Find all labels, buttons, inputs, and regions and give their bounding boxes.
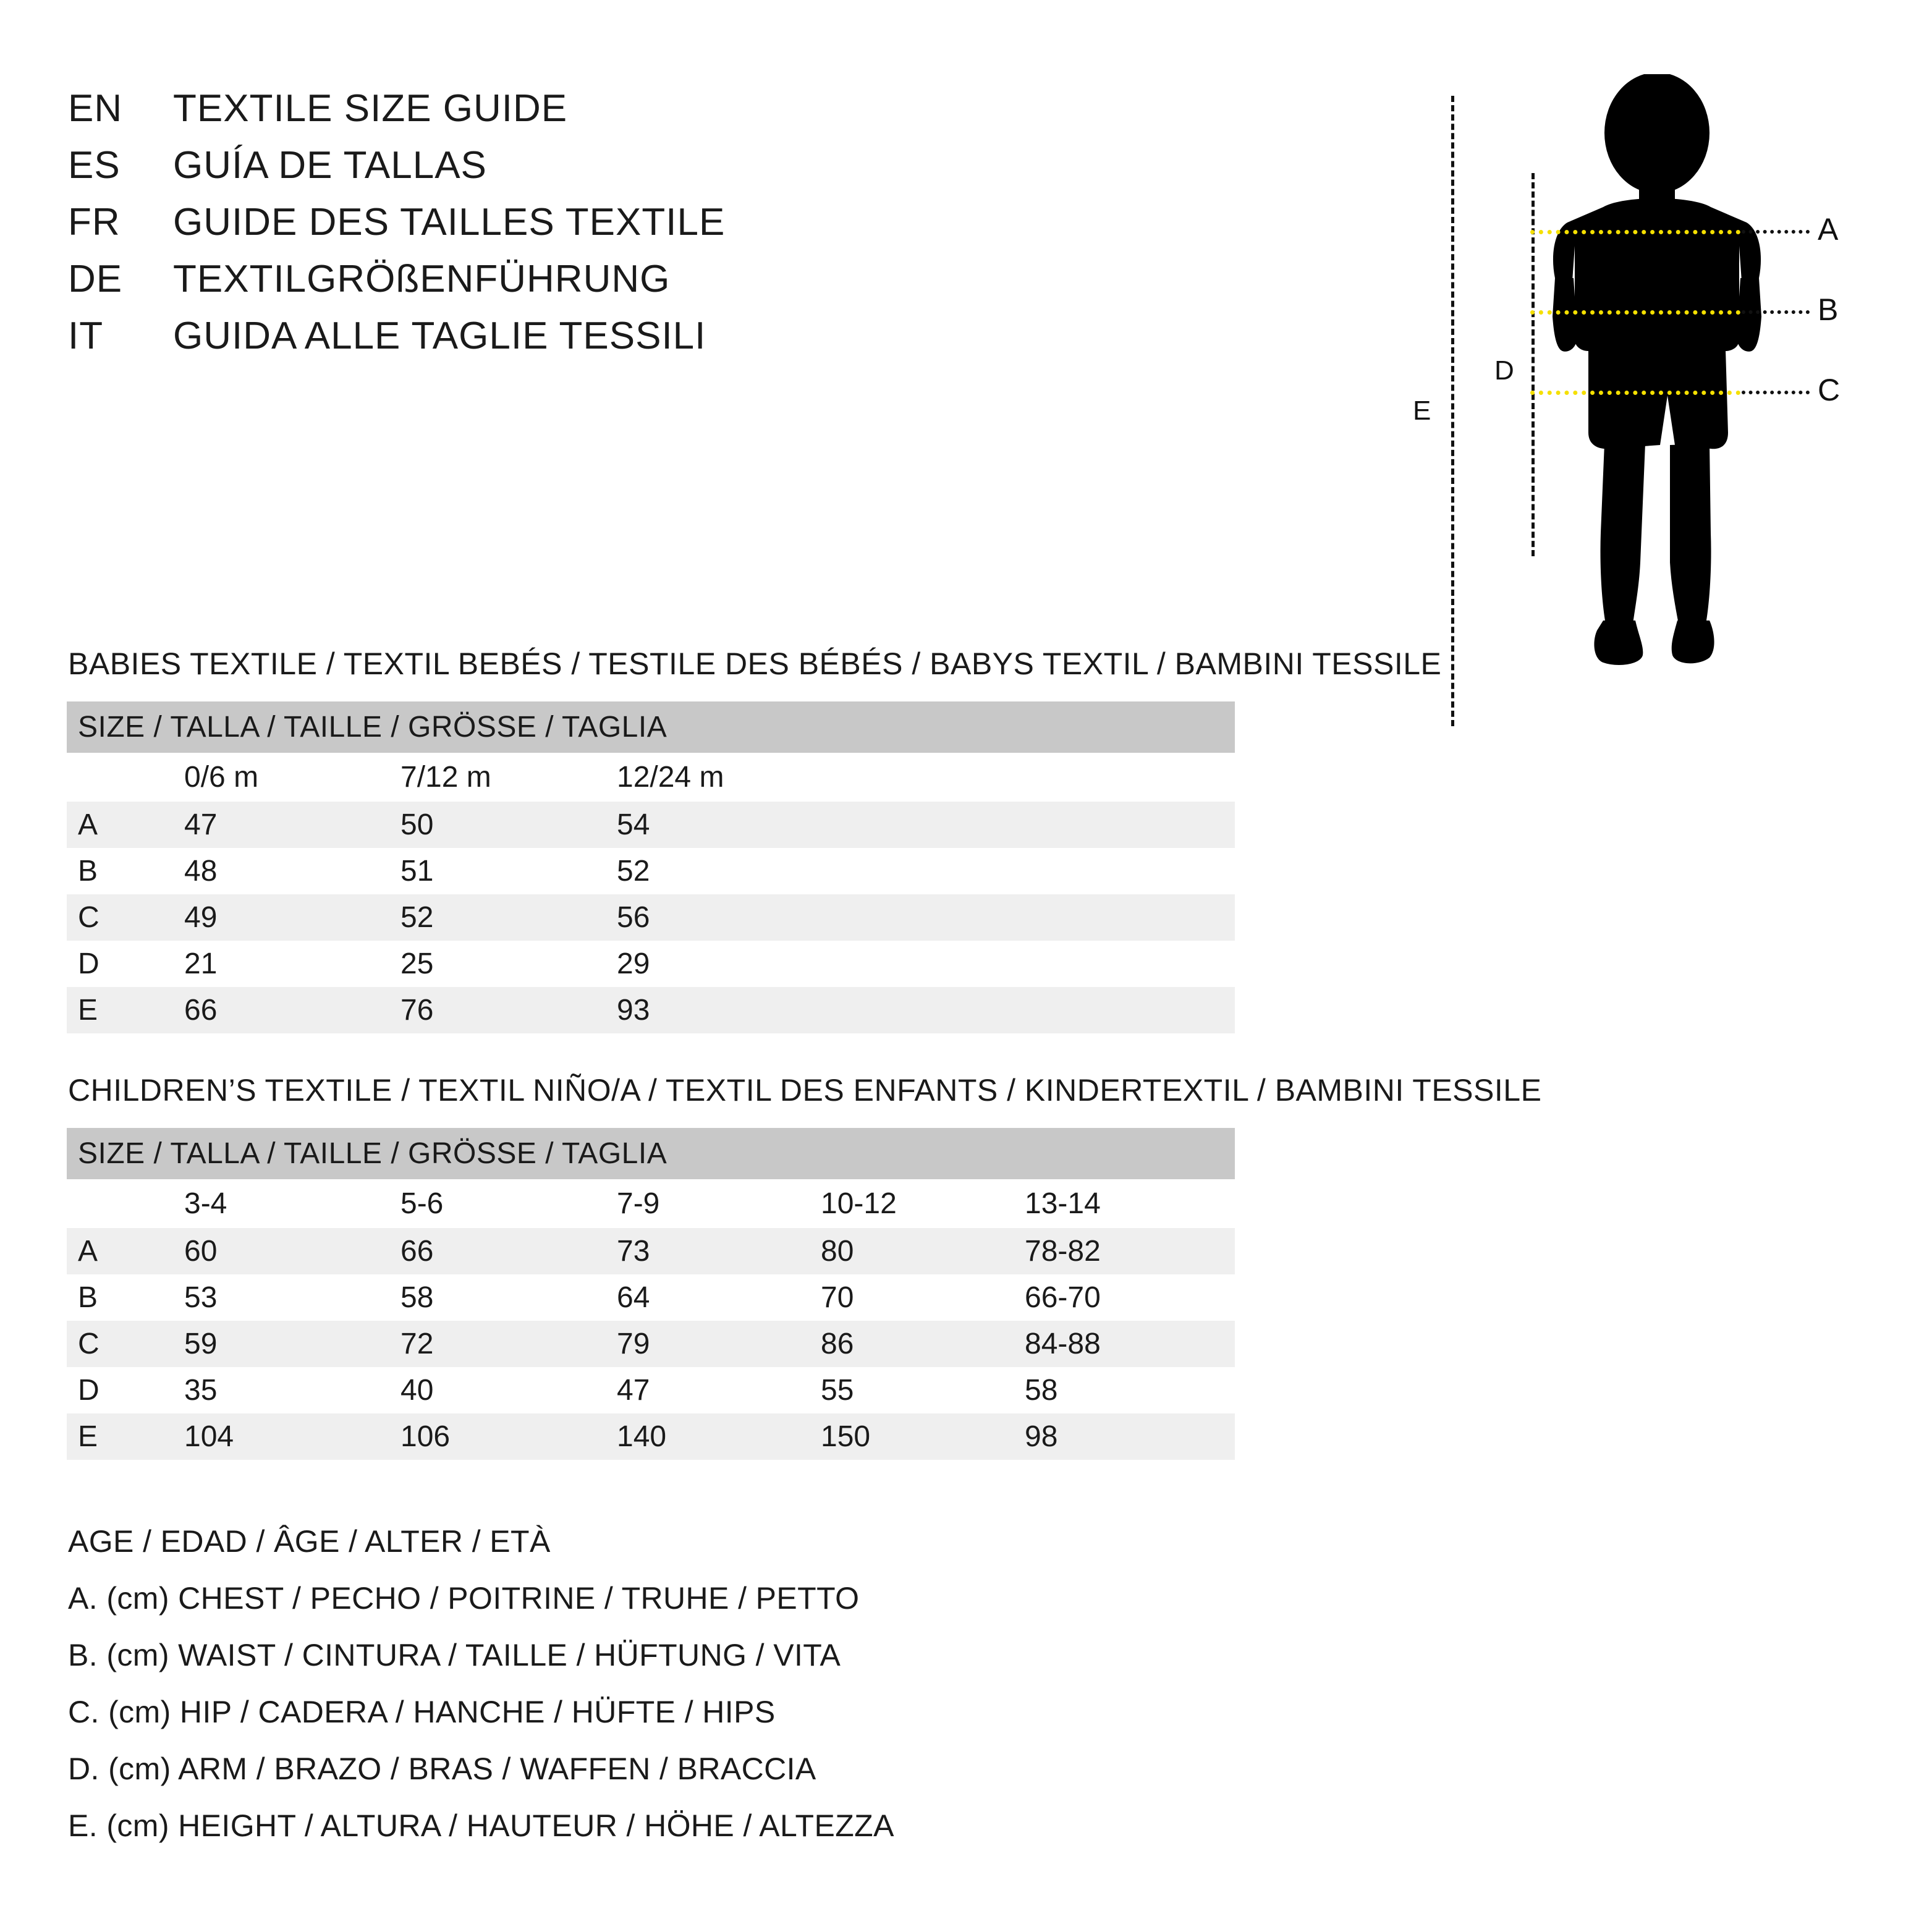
children-c-2: 79 [617, 1321, 821, 1367]
children-row-label-c: C [67, 1321, 184, 1367]
children-a-1: 66 [400, 1228, 617, 1274]
table-row [67, 848, 1235, 894]
children-size-table [67, 1128, 1235, 1460]
babies-c-2: 56 [617, 894, 1235, 941]
children-col-4: 13-14 [1025, 1179, 1235, 1228]
measurement-figure [1400, 74, 1845, 742]
children-a-4: 78-82 [1025, 1228, 1235, 1274]
height-guide-line-e [1451, 96, 1454, 726]
children-col-0: 3-4 [184, 1179, 400, 1228]
children-d-1: 40 [400, 1367, 617, 1413]
children-c-1: 72 [400, 1321, 617, 1367]
babies-row-label-b: B [67, 848, 184, 894]
babies-a-1: 50 [400, 802, 617, 848]
language-text-fr: GUIDE DES TAILLES TEXTILE [173, 201, 726, 244]
table-row [67, 1413, 1235, 1460]
table-row [67, 894, 1235, 941]
babies-size-header-label: SIZE / TALLA / TAILLE / GRÖSSE / TAGLIA [67, 701, 1235, 753]
children-e-2: 140 [617, 1413, 821, 1460]
children-b-3: 70 [821, 1274, 1025, 1321]
children-b-2: 64 [617, 1274, 821, 1321]
children-row-label-d: D [67, 1367, 184, 1413]
table-row [67, 987, 1235, 1033]
babies-col-2: 12/24 m [617, 753, 1235, 802]
babies-e-1: 76 [400, 987, 617, 1033]
table-row [67, 802, 1235, 848]
language-text-it: GUIDA ALLE TAGLIE TESSILI [173, 315, 706, 357]
legend-line-b: B. (cm) WAIST / CINTURA / TAILLE / HÜFTUNG / VITA [68, 1638, 841, 1672]
babies-e-0: 66 [184, 987, 400, 1033]
children-corner-cell [67, 1179, 184, 1228]
children-row-label-e: E [67, 1413, 184, 1460]
children-row-label-a: A [67, 1228, 184, 1274]
babies-corner-cell [67, 753, 184, 802]
table-row [67, 1274, 1235, 1321]
language-text-de: TEXTILGRÖßENFÜHRUNG [173, 258, 671, 300]
children-section-title: CHILDREN’S TEXTILE / TEXTIL NIÑO/A / TEXTIL DES ENFANTS / KINDERTEXTIL / BAMBINI TESSILE [68, 1073, 1542, 1108]
figure-label-c: C [1818, 373, 1841, 407]
babies-column-headers [67, 753, 1235, 802]
hip-guide-line-c [1530, 391, 1740, 395]
figure-label-e: E [1413, 396, 1431, 426]
table-row [67, 1367, 1235, 1413]
language-row-en [68, 87, 725, 143]
language-row-de [68, 257, 725, 314]
children-c-4: 84-88 [1025, 1321, 1235, 1367]
babies-table-header [67, 701, 1235, 753]
children-b-0: 53 [184, 1274, 400, 1321]
table-row [67, 941, 1235, 987]
hip-guide-extension-c [1742, 391, 1810, 394]
children-b-4: 66-70 [1025, 1274, 1235, 1321]
table-row [67, 1228, 1235, 1274]
babies-section-title: BABIES TEXTILE / TEXTIL BEBÉS / TESTILE DES BÉBÉS / BABYS TEXTIL / BAMBINI TESSILE [68, 646, 1442, 681]
language-row-it [68, 314, 725, 371]
children-e-1: 106 [400, 1413, 617, 1460]
language-code-it: IT [68, 315, 104, 357]
babies-c-1: 52 [400, 894, 617, 941]
children-e-4: 98 [1025, 1413, 1235, 1460]
babies-col-0: 0/6 m [184, 753, 400, 802]
language-code-es: ES [68, 144, 121, 187]
chest-guide-extension-a [1742, 230, 1810, 234]
legend-line-age: AGE / EDAD / ÂGE / ALTER / ETÀ [68, 1524, 551, 1559]
children-a-2: 73 [617, 1228, 821, 1274]
children-col-1: 5-6 [400, 1179, 617, 1228]
children-col-3: 10-12 [821, 1179, 1025, 1228]
measurement-legend [68, 1523, 894, 1865]
waist-guide-extension-b [1742, 310, 1810, 314]
legend-line-c: C. (cm) HIP / CADERA / HANCHE / HÜFTE / HIPS [68, 1695, 776, 1729]
figure-label-d: D [1494, 355, 1514, 386]
language-code-fr: FR [68, 201, 121, 244]
babies-d-2: 29 [617, 941, 1235, 987]
children-d-2: 47 [617, 1367, 821, 1413]
babies-row-label-d: D [67, 941, 184, 987]
children-e-3: 150 [821, 1413, 1025, 1460]
language-text-es: GUÍA DE TALLAS [173, 144, 487, 187]
language-row-es [68, 143, 725, 200]
babies-c-0: 49 [184, 894, 400, 941]
babies-d-0: 21 [184, 941, 400, 987]
children-e-0: 104 [184, 1413, 400, 1460]
children-column-headers [67, 1179, 1235, 1228]
children-table-header [67, 1128, 1235, 1179]
children-c-3: 86 [821, 1321, 1025, 1367]
children-col-2: 7-9 [617, 1179, 821, 1228]
language-code-en: EN [68, 87, 123, 130]
waist-guide-line-b [1530, 310, 1740, 315]
babies-d-1: 25 [400, 941, 617, 987]
babies-b-1: 51 [400, 848, 617, 894]
legend-line-d: D. (cm) ARM / BRAZO / BRAS / WAFFEN / BRACCIA [68, 1752, 816, 1786]
children-row-label-b: B [67, 1274, 184, 1321]
children-d-3: 55 [821, 1367, 1025, 1413]
language-row-fr [68, 200, 725, 257]
babies-e-2: 93 [617, 987, 1235, 1033]
children-d-0: 35 [184, 1367, 400, 1413]
language-code-de: DE [68, 258, 123, 300]
table-row [67, 1321, 1235, 1367]
babies-row-label-a: A [67, 802, 184, 848]
language-title-list [68, 87, 725, 371]
babies-row-label-e: E [67, 987, 184, 1033]
babies-a-0: 47 [184, 802, 400, 848]
legend-line-a: A. (cm) CHEST / PECHO / POITRINE / TRUHE / PETTO [68, 1581, 860, 1616]
children-a-0: 60 [184, 1228, 400, 1274]
figure-label-b: B [1818, 292, 1839, 327]
babies-size-table [67, 701, 1235, 1033]
legend-line-e: E. (cm) HEIGHT / ALTURA / HAUTEUR / HÖHE / ALTEZZA [68, 1808, 894, 1843]
children-size-header-label: SIZE / TALLA / TAILLE / GRÖSSE / TAGLIA [67, 1128, 1235, 1179]
children-d-4: 58 [1025, 1367, 1235, 1413]
figure-label-a: A [1818, 212, 1839, 247]
children-b-1: 58 [400, 1274, 617, 1321]
language-text-en: TEXTILE SIZE GUIDE [173, 87, 568, 130]
babies-b-2: 52 [617, 848, 1235, 894]
babies-row-label-c: C [67, 894, 184, 941]
chest-guide-line-a [1530, 230, 1740, 234]
children-c-0: 59 [184, 1321, 400, 1367]
children-a-3: 80 [821, 1228, 1025, 1274]
babies-col-1: 7/12 m [400, 753, 617, 802]
child-silhouette-icon [1524, 74, 1790, 717]
babies-a-2: 54 [617, 802, 1235, 848]
babies-b-0: 48 [184, 848, 400, 894]
